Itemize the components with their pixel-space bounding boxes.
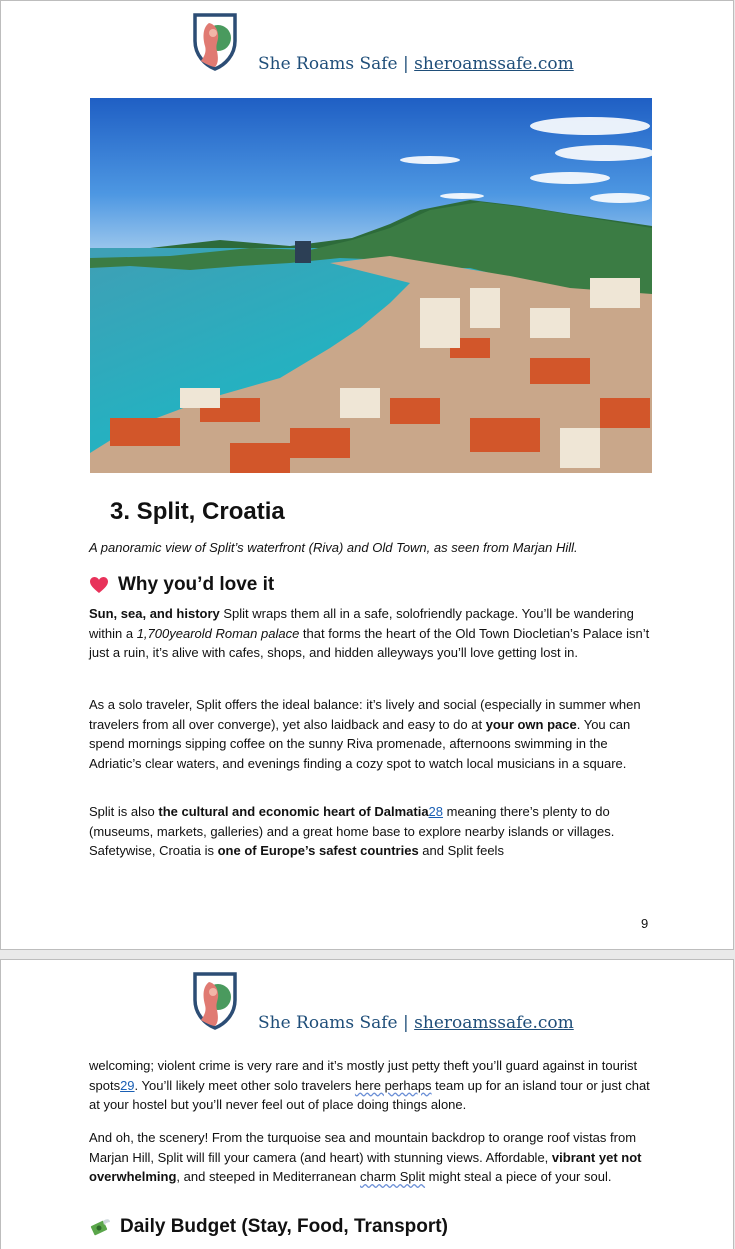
solo-text-1: As a solo traveler, Split offers the ideal balance: it’s lively and social (especially in summer when travelers from all over converge), yet also laidback and easy to do at [89, 697, 641, 732]
welcoming-text-2: . You’ll likely meet other solo travelers [134, 1077, 355, 1093]
paragraph-culture [89, 802, 659, 861]
image-caption: A panoramic view of Split’s waterfront (Riva) and Old Town, as seen from Marjan Hill. [89, 540, 578, 555]
intro-bold: Sun, sea, and history [89, 606, 220, 621]
intro-text-1: Split wraps them all in a safe, solofriendly package. You’ll be wandering within a [89, 606, 634, 641]
spellcheck-flag: here perhaps [354, 1077, 432, 1093]
woman-globe-shield-logo [191, 970, 239, 1030]
site-brand [258, 1013, 574, 1033]
footnote-link-28[interactable]: 28 [428, 804, 444, 819]
spellcheck-flag: charm Split [360, 1169, 426, 1184]
solo-text-2: . You can spend mornings sipping coffee on the sunny Riva promenade, afternoons swimming in the Adriatic’s clear waters, and evenings finding a cozy spot to watch local musicians in a square. [89, 716, 631, 771]
footnote-link-29[interactable]: 29 [120, 1077, 135, 1093]
brand-name: She Roams Safe [258, 1013, 398, 1033]
paragraph-scenery [89, 1128, 659, 1187]
brand-name: She Roams Safe [258, 54, 398, 74]
budget-heading [89, 1216, 448, 1238]
woman-globe-shield-logo [191, 11, 239, 71]
brand-link[interactable]: sheroamssafe.com [414, 1013, 574, 1033]
why-heading [89, 574, 274, 596]
culture-text-2: meaning there’s plenty to do (museums, markets, galleries) and a great home base to explore nearby islands or villages. Safetywise, Croatia is [89, 804, 615, 858]
section-title: 3. Split, Croatia [110, 498, 285, 525]
intro-italic: 1,700yearold Roman palace [136, 625, 300, 641]
culture-text-3: and Split feels [418, 843, 504, 858]
budget-heading-text: Daily Budget (Stay, Food, Transport) [120, 1216, 448, 1237]
money-with-wings-icon [89, 1217, 111, 1237]
solo-bold: your own pace [485, 716, 577, 732]
scenery-text-3: might steal a piece of your soul. [425, 1169, 612, 1184]
brand-separator: | [397, 54, 415, 74]
brand-separator: | [397, 1013, 415, 1033]
brand-link[interactable]: sheroamssafe.com [414, 54, 574, 74]
paragraph-intro [89, 604, 659, 663]
welcoming-text-3: team up for an island tour or just chat at your hostel but you’ll never feel out of place doing things alone. [89, 1077, 650, 1112]
why-heading-text: Why you’d love it [118, 574, 275, 595]
paragraph-welcoming [89, 1056, 659, 1115]
scenery-bold: vibrant yet not overwhelming [89, 1149, 642, 1184]
culture-bold-1: the cultural and economic heart of Dalmatia [158, 804, 429, 819]
culture-bold-2: one of Europe’s safest countries [217, 843, 419, 858]
site-brand [258, 54, 574, 74]
welcoming-text-1: welcoming; violent crime is very rare and it’s mostly just petty theft you’ll guard against in tourist spots [89, 1058, 638, 1093]
intro-text-2: that forms the heart of the Old Town Diocletian’s Palace isn’t just a ruin, it’s alive with cafes, shops, and hidden alleyways you’ll love getting lost in. [89, 625, 650, 660]
hero-image-split [90, 98, 652, 473]
scenery-text-2: , and steeped in Mediterranean [176, 1169, 360, 1184]
document-page-2 [0, 959, 734, 1249]
scenery-text-1: And oh, the scenery! From the turquoise sea and mountain backdrop to orange roof vistas from Marjan Hill, Split will fill your camera (and heart) with stunning views. Affordable, [89, 1130, 637, 1165]
paragraph-solo [89, 695, 659, 773]
culture-text-1: Split is also [89, 804, 159, 819]
page-number: 9 [641, 916, 649, 931]
red-heart-icon [89, 576, 109, 594]
